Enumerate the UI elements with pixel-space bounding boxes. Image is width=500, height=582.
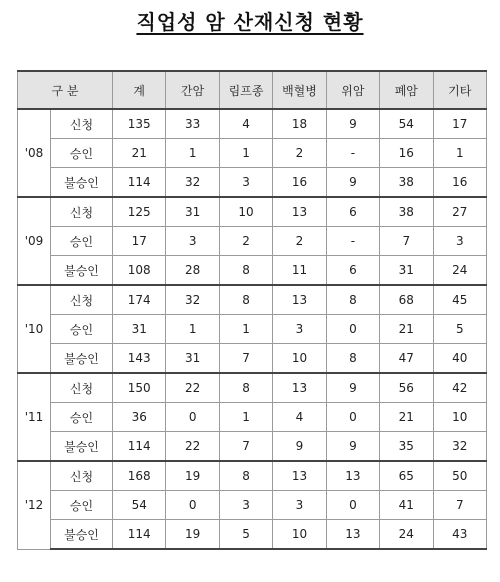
header-lung: 폐암: [380, 71, 433, 109]
stomach-cell: 9: [326, 373, 379, 403]
table-row: [18, 373, 487, 403]
stomach-cell: 9: [326, 432, 379, 462]
liver-cell: 3: [166, 227, 219, 256]
leukemia-cell: 16: [273, 168, 326, 198]
total-cell: 143: [113, 344, 166, 374]
leukemia-cell: 11: [273, 256, 326, 286]
other-cell: 40: [433, 344, 486, 374]
lymphoma-cell: 8: [219, 285, 272, 315]
liver-cell: 1: [166, 139, 219, 168]
stomach-cell: 6: [326, 256, 379, 286]
status-cell: 승인: [51, 227, 113, 256]
liver-cell: 32: [166, 285, 219, 315]
lung-cell: 21: [380, 315, 433, 344]
lung-cell: 47: [380, 344, 433, 374]
status-cell: 불승인: [51, 168, 113, 198]
total-cell: 54: [113, 491, 166, 520]
lymphoma-cell: 5: [219, 520, 272, 550]
table-header-row: [18, 71, 487, 109]
liver-cell: 0: [166, 491, 219, 520]
leukemia-cell: 2: [273, 227, 326, 256]
header-lymphoma: 림프종: [219, 71, 272, 109]
lung-cell: 56: [380, 373, 433, 403]
other-cell: 7: [433, 491, 486, 520]
leukemia-cell: 4: [273, 403, 326, 432]
total-cell: 21: [113, 139, 166, 168]
stomach-cell: 9: [326, 168, 379, 198]
header-other: 기타: [433, 71, 486, 109]
stomach-cell: 9: [326, 109, 379, 139]
stomach-cell: -: [326, 227, 379, 256]
leukemia-cell: 3: [273, 315, 326, 344]
table-body: [18, 109, 487, 549]
lymphoma-cell: 1: [219, 315, 272, 344]
lung-cell: 41: [380, 491, 433, 520]
status-cell: 불승인: [51, 520, 113, 550]
lymphoma-cell: 8: [219, 373, 272, 403]
status-cell: 승인: [51, 403, 113, 432]
total-cell: 125: [113, 197, 166, 227]
lung-cell: 65: [380, 461, 433, 491]
lung-cell: 7: [380, 227, 433, 256]
header-leukemia: 백혈병: [273, 71, 326, 109]
lymphoma-cell: 2: [219, 227, 272, 256]
total-cell: 114: [113, 432, 166, 462]
leukemia-cell: 13: [273, 197, 326, 227]
lung-cell: 54: [380, 109, 433, 139]
lymphoma-cell: 7: [219, 432, 272, 462]
status-cell: 신청: [51, 373, 113, 403]
other-cell: 24: [433, 256, 486, 286]
other-cell: 42: [433, 373, 486, 403]
liver-cell: 19: [166, 461, 219, 491]
liver-cell: 0: [166, 403, 219, 432]
liver-cell: 28: [166, 256, 219, 286]
leukemia-cell: 10: [273, 520, 326, 550]
table-row: [18, 315, 487, 344]
other-cell: 45: [433, 285, 486, 315]
other-cell: 1: [433, 139, 486, 168]
lymphoma-cell: 4: [219, 109, 272, 139]
status-cell: 신청: [51, 461, 113, 491]
status-cell: 불승인: [51, 344, 113, 374]
table-row: [18, 520, 487, 550]
lymphoma-cell: 1: [219, 139, 272, 168]
status-cell: 신청: [51, 109, 113, 139]
other-cell: 32: [433, 432, 486, 462]
table-row: [18, 227, 487, 256]
table-row: [18, 461, 487, 491]
lung-cell: 35: [380, 432, 433, 462]
stomach-cell: 8: [326, 285, 379, 315]
other-cell: 17: [433, 109, 486, 139]
other-cell: 43: [433, 520, 486, 550]
total-cell: 135: [113, 109, 166, 139]
status-cell: 승인: [51, 139, 113, 168]
leukemia-cell: 13: [273, 461, 326, 491]
other-cell: 3: [433, 227, 486, 256]
lung-cell: 68: [380, 285, 433, 315]
stomach-cell: 8: [326, 344, 379, 374]
leukemia-cell: 2: [273, 139, 326, 168]
table-row: [18, 491, 487, 520]
total-cell: 17: [113, 227, 166, 256]
stomach-cell: 0: [326, 491, 379, 520]
liver-cell: 22: [166, 373, 219, 403]
status-cell: 승인: [51, 491, 113, 520]
total-cell: 36: [113, 403, 166, 432]
table-row: [18, 403, 487, 432]
lung-cell: 16: [380, 139, 433, 168]
table-row: [18, 109, 487, 139]
header-total: 계: [113, 71, 166, 109]
lymphoma-cell: 10: [219, 197, 272, 227]
leukemia-cell: 9: [273, 432, 326, 462]
leukemia-cell: 13: [273, 373, 326, 403]
lung-cell: 38: [380, 197, 433, 227]
year-cell: '10: [18, 285, 51, 373]
header-liver: 간암: [166, 71, 219, 109]
other-cell: 27: [433, 197, 486, 227]
leukemia-cell: 10: [273, 344, 326, 374]
total-cell: 108: [113, 256, 166, 286]
other-cell: 50: [433, 461, 486, 491]
liver-cell: 31: [166, 197, 219, 227]
lymphoma-cell: 3: [219, 168, 272, 198]
stomach-cell: 0: [326, 403, 379, 432]
year-cell: '11: [18, 373, 51, 461]
lymphoma-cell: 8: [219, 256, 272, 286]
lymphoma-cell: 7: [219, 344, 272, 374]
total-cell: 114: [113, 520, 166, 550]
status-cell: 신청: [51, 197, 113, 227]
liver-cell: 1: [166, 315, 219, 344]
status-cell: 신청: [51, 285, 113, 315]
leukemia-cell: 13: [273, 285, 326, 315]
total-cell: 168: [113, 461, 166, 491]
leukemia-cell: 3: [273, 491, 326, 520]
stomach-cell: 6: [326, 197, 379, 227]
table-row: [18, 285, 487, 315]
leukemia-cell: 18: [273, 109, 326, 139]
liver-cell: 32: [166, 168, 219, 198]
lymphoma-cell: 3: [219, 491, 272, 520]
total-cell: 174: [113, 285, 166, 315]
other-cell: 16: [433, 168, 486, 198]
year-cell: '08: [18, 109, 51, 197]
table-row: [18, 256, 487, 286]
total-cell: 31: [113, 315, 166, 344]
lung-cell: 38: [380, 168, 433, 198]
stomach-cell: 0: [326, 315, 379, 344]
stomach-cell: -: [326, 139, 379, 168]
liver-cell: 19: [166, 520, 219, 550]
table-row: [18, 432, 487, 462]
table-row: [18, 344, 487, 374]
header-stomach: 위암: [326, 71, 379, 109]
stomach-cell: 13: [326, 461, 379, 491]
year-cell: '12: [18, 461, 51, 549]
lymphoma-cell: 1: [219, 403, 272, 432]
other-cell: 10: [433, 403, 486, 432]
lung-cell: 21: [380, 403, 433, 432]
lung-cell: 31: [380, 256, 433, 286]
status-cell: 승인: [51, 315, 113, 344]
lymphoma-cell: 8: [219, 461, 272, 491]
liver-cell: 22: [166, 432, 219, 462]
liver-cell: 33: [166, 109, 219, 139]
table-row: [18, 197, 487, 227]
table-row: [18, 168, 487, 198]
status-cell: 불승인: [51, 432, 113, 462]
header-category: 구 분: [18, 71, 113, 109]
document-title: 직업성 암 산재신청 현황: [136, 10, 364, 34]
stomach-cell: 13: [326, 520, 379, 550]
table-row: [18, 139, 487, 168]
liver-cell: 31: [166, 344, 219, 374]
lung-cell: 24: [380, 520, 433, 550]
total-cell: 114: [113, 168, 166, 198]
status-cell: 불승인: [51, 256, 113, 286]
year-cell: '09: [18, 197, 51, 285]
other-cell: 5: [433, 315, 486, 344]
total-cell: 150: [113, 373, 166, 403]
claims-table: [17, 70, 487, 550]
